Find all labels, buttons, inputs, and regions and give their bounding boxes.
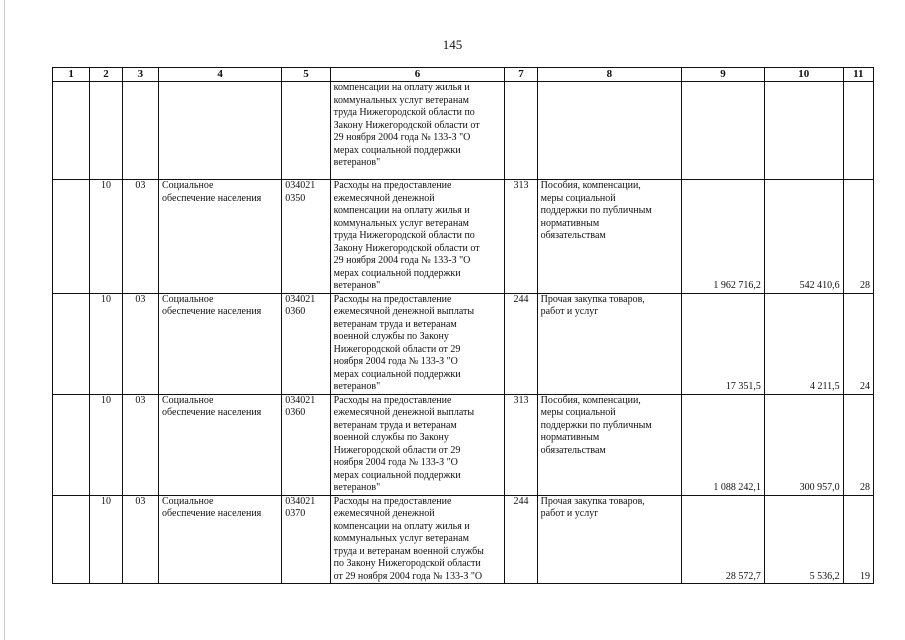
cell-section: 10 — [90, 180, 122, 294]
cell-amount — [682, 82, 765, 180]
column-header: 1 — [53, 68, 90, 82]
cell-col1 — [53, 293, 90, 394]
cell-expense-type: 313 — [505, 394, 537, 495]
cell-section — [90, 82, 122, 180]
cell-expense-description: Расходы на предоставление ежемесячной денежной выплаты ветеранам труда и ветеранам военной службы по Закону Нижегородской области от 29 ноября 2004 года № 133-З "О мерах социальной поддержки ветеранов" — [330, 394, 505, 495]
page-number: 145 — [442, 37, 463, 52]
cell-expense-type-name: Пособия, компенсации, меры социальной поддержки по публичным нормативным обязательствам — [537, 394, 681, 495]
cell-expense-type-name: Пособия, компенсации, меры социальной поддержки по публичным нормативным обязательствам — [537, 180, 681, 294]
cell-expense-type-name: Прочая закупка товаров, работ и услуг — [537, 495, 681, 584]
cell-amount: 17 351,5 — [682, 293, 765, 394]
cell-expense-type — [505, 82, 537, 180]
cell-amount-2: 5 536,2 — [764, 495, 843, 584]
cell-percent: 24 — [843, 293, 873, 394]
cell-amount-2 — [764, 82, 843, 180]
cell-section: 10 — [90, 394, 122, 495]
cell-target-code — [282, 82, 330, 180]
table-row — [53, 180, 874, 294]
cell-expense-type-name: Прочая закупка товаров, работ и услуг — [537, 293, 681, 394]
cell-col1 — [53, 495, 90, 584]
cell-amount-2: 4 211,5 — [764, 293, 843, 394]
column-header: 2 — [90, 68, 122, 82]
cell-col1 — [53, 180, 90, 294]
cell-section-name — [159, 82, 282, 180]
cell-section-name: Социальное обеспечение населения — [159, 394, 282, 495]
cell-section: 10 — [90, 495, 122, 584]
cell-subsection: 03 — [122, 293, 158, 394]
cell-expense-description: Расходы на предоставление ежемесячной денежной компенсации на оплату жилья и коммунальных услуг ветеранам труда Нижегородской области по Закону Нижегородской области от 29 ноября 2004 года № 133-З "О мерах социальной поддержки ветеранов" — [330, 180, 505, 294]
cell-amount-2: 542 410,6 — [764, 180, 843, 294]
cell-target-code: 034021 0360 — [282, 394, 330, 495]
table-header-row — [53, 68, 874, 82]
cell-expense-description: Расходы на предоставление ежемесячной денежной выплаты ветеранам труда и ветеранам военной службы по Закону Нижегородской области от 29 ноября 2004 года № 133-З "О мерах социальной поддержки ветеранов" — [330, 293, 505, 394]
cell-amount: 1 962 716,2 — [682, 180, 765, 294]
table-row — [53, 495, 874, 584]
cell-subsection: 03 — [122, 495, 158, 584]
cell-subsection: 03 — [122, 180, 158, 294]
cell-amount: 1 088 242,1 — [682, 394, 765, 495]
cell-section-name: Социальное обеспечение населения — [159, 495, 282, 584]
column-header: 7 — [505, 68, 537, 82]
cell-target-code: 034021 0370 — [282, 495, 330, 584]
column-header: 4 — [159, 68, 282, 82]
table-row — [53, 82, 874, 180]
cell-percent: 19 — [843, 495, 873, 584]
column-header: 3 — [122, 68, 158, 82]
cell-expense-description: Расходы на предоставление ежемесячной денежной компенсации на оплату жилья и коммунальных услуг ветеранам труда и ветеранам военной службы по Закону Нижегородской области от 29 ноября 2004 года № 133-З "О — [330, 495, 505, 584]
column-header: 6 — [330, 68, 505, 82]
cell-amount-2: 300 957,0 — [764, 394, 843, 495]
cell-col1 — [53, 394, 90, 495]
cell-expense-type: 313 — [505, 180, 537, 294]
table-row — [53, 394, 874, 495]
cell-section: 10 — [90, 293, 122, 394]
cell-expense-type: 244 — [505, 293, 537, 394]
cell-section-name: Социальное обеспечение населения — [159, 293, 282, 394]
column-header: 11 — [843, 68, 873, 82]
column-header: 8 — [537, 68, 681, 82]
cell-expense-description: компенсации на оплату жилья и коммунальных услуг ветеранам труда Нижегородской области по Закону Нижегородской области от 29 ноября 2004 года № 133-З "О мерах социальной поддержки ветеранов" — [330, 82, 505, 180]
column-header: 10 — [764, 68, 843, 82]
cell-subsection — [122, 82, 158, 180]
cell-percent: 28 — [843, 394, 873, 495]
column-header: 5 — [282, 68, 330, 82]
cell-percent — [843, 82, 873, 180]
cell-expense-type-name — [537, 82, 681, 180]
cell-section-name: Социальное обеспечение населения — [159, 180, 282, 294]
table-row — [53, 293, 874, 394]
cell-percent: 28 — [843, 180, 873, 294]
budget-table — [52, 67, 874, 584]
cell-target-code: 034021 0350 — [282, 180, 330, 294]
cell-subsection: 03 — [122, 394, 158, 495]
cell-target-code: 034021 0360 — [282, 293, 330, 394]
cell-expense-type: 244 — [505, 495, 537, 584]
scan-artifact — [4, 0, 5, 640]
cell-col1 — [53, 82, 90, 180]
cell-amount: 28 572,7 — [682, 495, 765, 584]
column-header: 9 — [682, 68, 765, 82]
